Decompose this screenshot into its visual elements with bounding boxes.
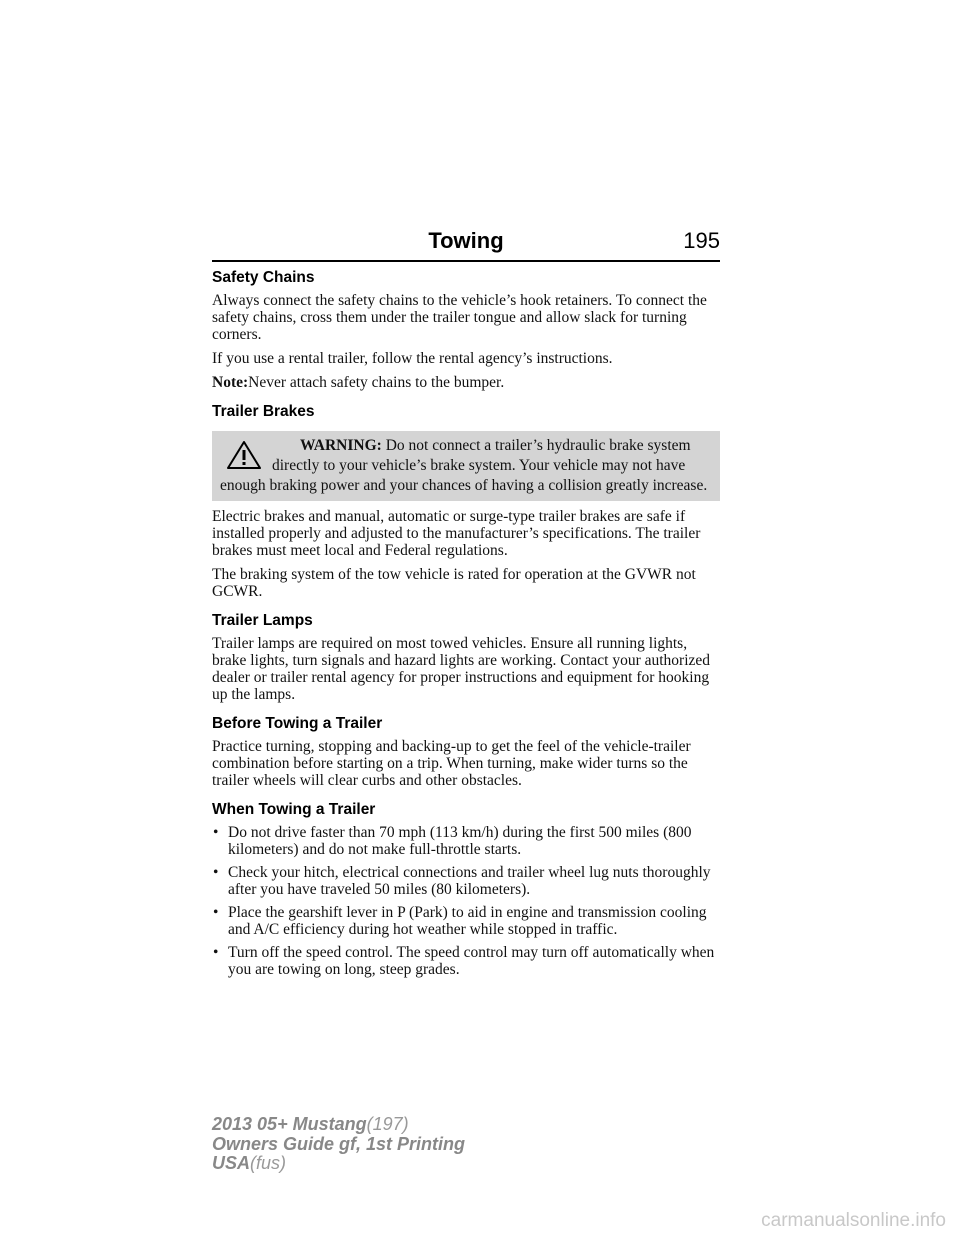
paragraph: Electric brakes and manual, automatic or surge-type trailer brakes are safe if installed properly and adjusted to the manufacturer’s specifications. The trailer brakes must meet local and Federal regulations. bbox=[212, 508, 701, 559]
paragraph: Always connect the safety chains to the vehicle’s hook retainers. To connect the safety chains, cross them under the trailer tongue and allow slack for turning corners. bbox=[212, 292, 707, 343]
note-label: Note: bbox=[212, 374, 249, 391]
bullet-list bbox=[212, 824, 720, 978]
list-item: • Check your hitch, electrical connections and trailer wheel lug nuts thoroughly after you have traveled 50 miles (80 kilometers). bbox=[213, 864, 711, 898]
heading-before-towing: Before Towing a Trailer bbox=[212, 715, 383, 732]
note-text: Never attach safety chains to the bumper. bbox=[248, 374, 505, 391]
bullet-icon: • bbox=[213, 944, 219, 961]
watermark: carmanualsonline.info bbox=[761, 1210, 946, 1231]
heading-when-towing: When Towing a Trailer bbox=[212, 801, 376, 818]
page-header bbox=[212, 228, 720, 258]
bullet-icon: • bbox=[213, 864, 219, 881]
paragraph: Practice turning, stopping and backing-up to get the feel of the vehicle-trailer combination before starting on a trip. When turning, make wider turns so the trailer wheels will clear curbs and other obstacles. bbox=[212, 738, 691, 789]
note bbox=[212, 374, 720, 391]
header-rule bbox=[212, 260, 720, 262]
footer-model: 2013 05+ Mustang bbox=[212, 1114, 367, 1134]
list-item: • Turn off the speed control. The speed control may turn off automatically when you are towing on long, steep grades. bbox=[213, 944, 715, 978]
heading-trailer-lamps: Trailer Lamps bbox=[212, 612, 313, 629]
heading-safety-chains: Safety Chains bbox=[212, 269, 315, 286]
list-item: • Place the gearshift lever in P (Park) to aid in engine and transmission cooling and A/C efficiency during hot weather while stopped in traffic. bbox=[213, 904, 707, 938]
footer-market: USA bbox=[212, 1153, 251, 1173]
warning-triangle-icon bbox=[226, 440, 262, 470]
section-title: Towing bbox=[428, 228, 504, 253]
page-content bbox=[212, 268, 720, 984]
paragraph: The braking system of the tow vehicle is rated for operation at the GVWR not GCWR. bbox=[212, 566, 696, 600]
page-number: 195 bbox=[683, 228, 720, 253]
paragraph: If you use a rental trailer, follow the rental agency’s instructions. bbox=[212, 350, 613, 367]
footer-page-ref: (197) bbox=[366, 1114, 409, 1134]
footer-guide: Owners Guide gf, 1st Printing bbox=[212, 1133, 466, 1154]
bullet-icon: • bbox=[213, 824, 219, 841]
print-footer bbox=[212, 1115, 612, 1174]
warning-text: Do not connect a trailer’s hydraulic brake system directly to your vehicle’s brake system. Your vehicle may not have enough braking power and your chances of having a collision greatly increase. bbox=[220, 437, 708, 494]
paragraph: Trailer lamps are required on most towed vehicles. Ensure all running lights, brake lights, turn signals and hazard lights are working. Contact your authorized dealer or trailer rental agency for proper instructions and equipment for hooking up the lamps. bbox=[212, 635, 711, 703]
heading-trailer-brakes: Trailer Brakes bbox=[212, 403, 315, 420]
list-item: • Do not drive faster than 70 mph (113 km/h) during the first 500 miles (800 kilometers) and do not make full-throttle starts. bbox=[213, 824, 692, 858]
footer-market-code: (fus) bbox=[250, 1153, 287, 1173]
warning-label: WARNING: bbox=[300, 437, 382, 454]
warning-box bbox=[212, 431, 720, 501]
bullet-icon: • bbox=[213, 904, 219, 921]
